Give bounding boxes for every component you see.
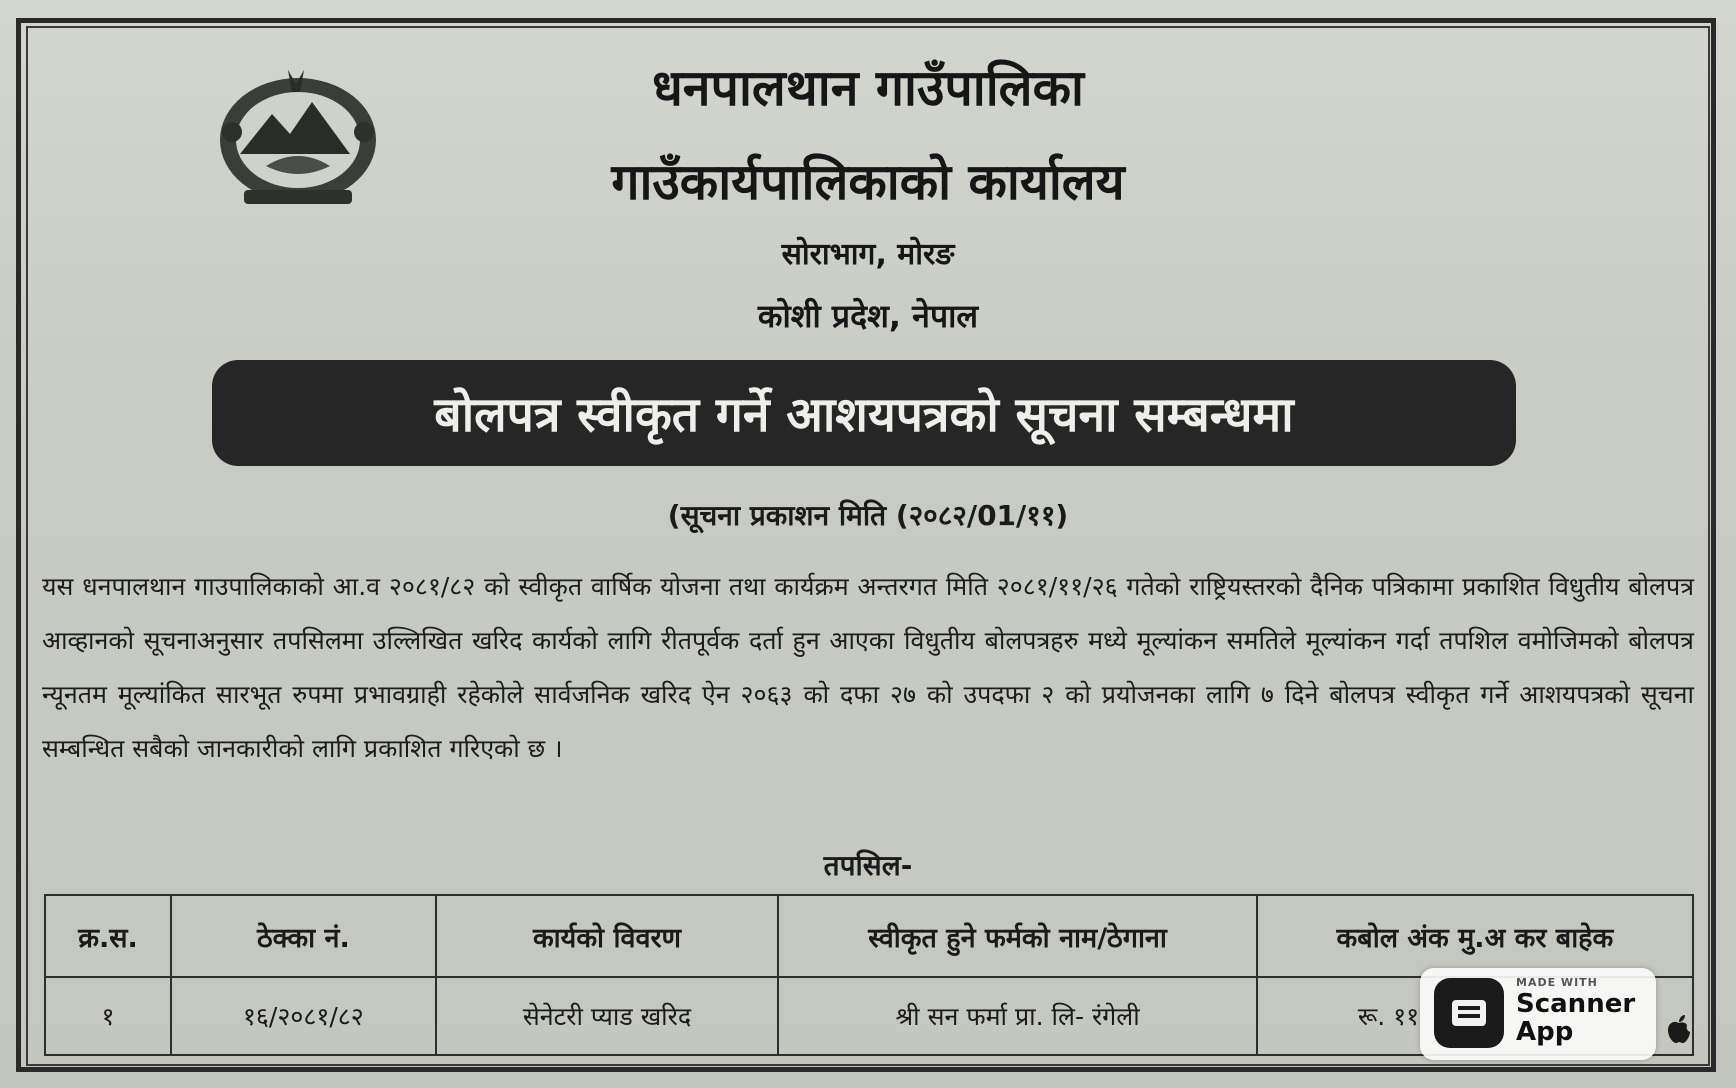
header-serial: क्र.स. bbox=[45, 895, 171, 977]
office-name: गाउँकार्यपालिकाको कार्यालय bbox=[611, 153, 1125, 211]
notice-body: यस धनपालथान गाउपालिकाको आ.व २०८१/८२ को स्वीकृत वार्षिक योजना तथा कार्यक्रम अन्तरगत मिति २०८१/११/२६ गतेको राष्ट्रियस्तरको दैनिक पत्रिकामा प्रकाशित विधुतीय बोलपत्र आव्हानको सूचनाअनुसार तपसिलमा उल्लिखित खरिद कार्यको लागि रीतपूर्वक दर्ता हुन आएका विधुतीय बोलपत्रहरु मध्ये मूल्यांकन समतिले मूल्यांकन गर्दा तपशिल वमोजिमको बोलपत्र न्यूनतम मूल्यांकित सारभूत रुपमा प्रभावग्राही रहेकोले सार्वजनिक खरिद ऐन २०६३ को दफा २७ को उपदफा २ को प्रयोजनका लागि ७ दिने बोलपत्र स्वीकृत गर्ने आशयपत्रको सूचना सम्बन्धित सबैको जानकारीको लागि प्रकाशित गरिएको छ । bbox=[42, 572, 1694, 763]
publication-date: (सूचना प्रकाशन मिति (२०८२/01/११) bbox=[667, 499, 1069, 532]
province-country: कोशी प्रदेश, नेपाल bbox=[757, 297, 979, 335]
scanner-app-watermark bbox=[1420, 968, 1656, 1060]
header-work-description: कार्यको विवरण bbox=[436, 895, 779, 977]
apple-icon bbox=[1666, 1014, 1692, 1044]
app-name: Scanner App bbox=[1516, 989, 1636, 1047]
cell-bid-amount: रू. ११ bbox=[1257, 977, 1693, 1055]
cell-work-description: सेनेटरी प्याड खरिद bbox=[436, 977, 779, 1055]
notice-title-banner bbox=[212, 360, 1516, 466]
cell-contract-no: १६/२०८१/८२ bbox=[171, 977, 436, 1055]
municipality-name: धनपालथान गाउँपालिका bbox=[652, 59, 1084, 117]
header-firm-name: स्वीकृत हुने फर्मको नाम/ठेगाना bbox=[778, 895, 1257, 977]
scanner-app-icon bbox=[1434, 978, 1504, 1048]
notice-title: बोलपत्र स्वीकृत गर्ने आशयपत्रको सूचना सम्बन्धमा bbox=[434, 386, 1294, 443]
made-with-label: MADE WITH bbox=[1516, 976, 1598, 989]
table-header-row bbox=[45, 895, 1693, 977]
cell-serial: १ bbox=[45, 977, 171, 1055]
header-contract-no: ठेक्का नं. bbox=[171, 895, 436, 977]
schedule-title: तपसिल- bbox=[823, 849, 913, 882]
header-bid-amount: कबोल अंक मु.अ कर बाहेक bbox=[1257, 895, 1693, 977]
office-address: सोराभाग, मोरङ bbox=[781, 237, 955, 272]
cell-firm-name: श्री सन फर्मा प्रा. लि- रंगेली bbox=[778, 977, 1257, 1055]
